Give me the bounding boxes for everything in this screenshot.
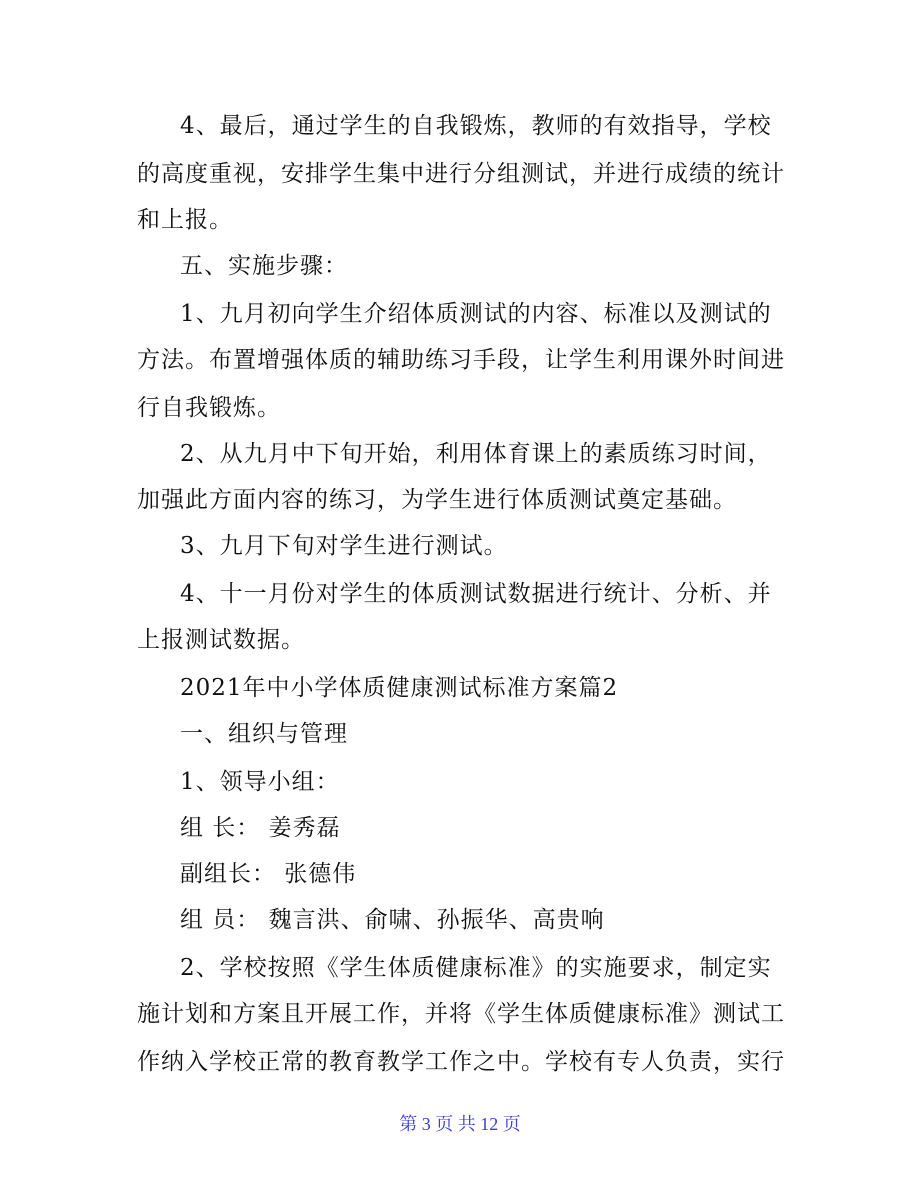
paragraph-line: 加强此方面内容的练习，为学生进行体质测试奠定基础。 — [137, 487, 737, 513]
paragraph-line: 的高度重视，安排学生集中进行分组测试，并进行成绩的统计 — [137, 161, 785, 187]
document-subtitle: 2021年中小学体质健康测试标准方案篇2 — [180, 675, 619, 701]
paragraph-line: 3、九月下旬对学生进行测试。 — [180, 533, 508, 559]
paragraph-line: 副组长： 张德伟 — [180, 861, 357, 887]
paragraph-line: 组 长： 姜秀磊 — [180, 815, 341, 841]
paragraph-line: 方法。布置增强体质的辅助练习手段，让学生利用课外时间进 — [137, 347, 785, 373]
paragraph-line: 4、十一月份对学生的体质测试数据进行统计、分析、并 — [180, 581, 772, 607]
page-footer — [0, 1113, 920, 1135]
paragraph-line: 组 员： 魏言洪、俞啸、孙振华、高贵响 — [180, 907, 605, 933]
paragraph-line: 2、从九月中下旬开始，利用体育课上的素质练习时间， — [180, 441, 772, 467]
paragraph-line: 上报测试数据。 — [137, 627, 305, 653]
section-heading: 五、实施步骤： — [180, 253, 348, 279]
paragraph-line: 1、领导小组： — [180, 769, 340, 795]
paragraph-line: 1、九月初向学生介绍体质测试的内容、标准以及测试的 — [180, 301, 772, 327]
paragraph-line: 作纳入学校正常的教育教学工作之中。学校有专人负责，实行 — [137, 1049, 785, 1075]
paragraph-line: 和上报。 — [137, 207, 233, 233]
paragraph-line: 2、学校按照《学生体质健康标准》的实施要求，制定实 — [180, 955, 772, 981]
section-heading: 一、组织与管理 — [180, 721, 348, 747]
paragraph-line: 4、最后，通过学生的自我锻炼，教师的有效指导，学校 — [180, 113, 772, 139]
paragraph-line: 行自我锻炼。 — [137, 395, 281, 421]
page-number-label: 第 3 页 共 12 页 — [399, 1114, 521, 1134]
paragraph-line: 施计划和方案且开展工作，并将《学生体质健康标准》测试工 — [137, 1001, 785, 1027]
